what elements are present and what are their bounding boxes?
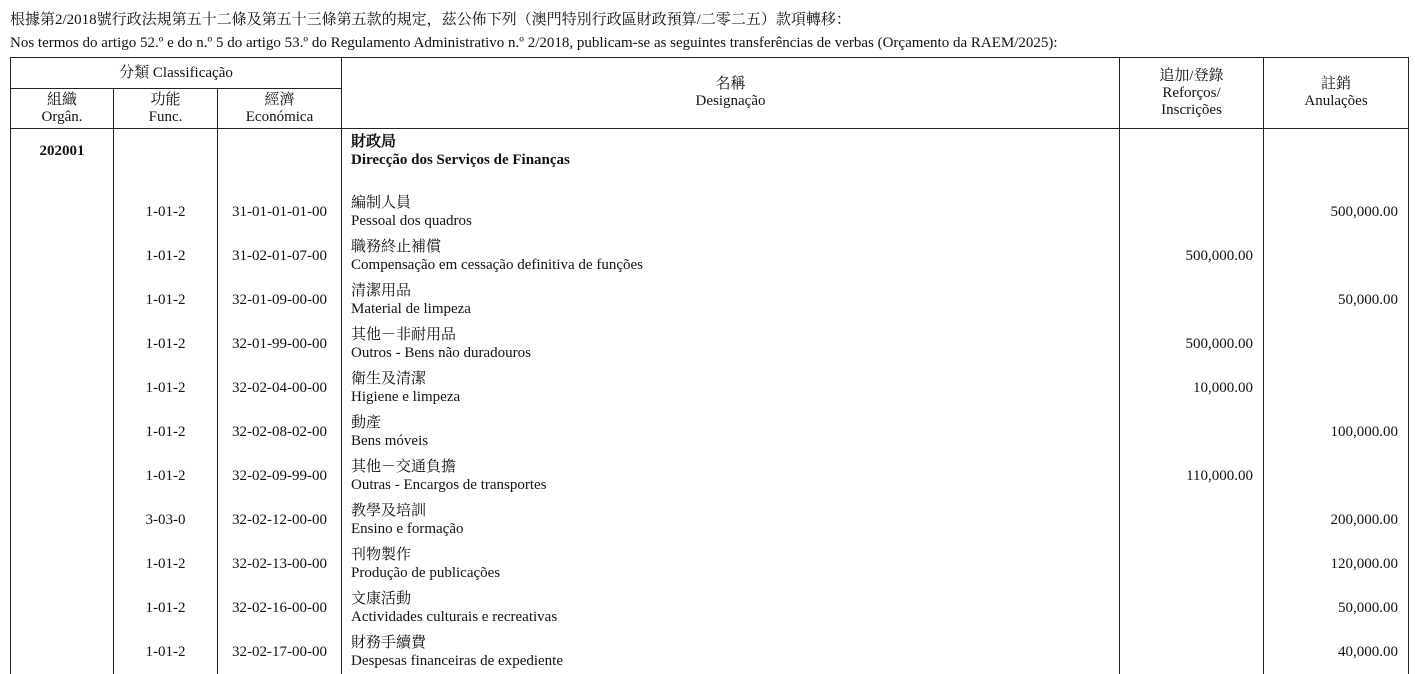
organ-cell <box>11 454 114 498</box>
economic-code: 32-01-99-00-00 <box>218 322 342 366</box>
designation-zh: 文康活動 <box>351 591 412 607</box>
header-function-pt: Func. <box>148 108 183 125</box>
table-row <box>11 190 1409 234</box>
table-row <box>11 498 1409 542</box>
header-function-zh: 功能 <box>150 91 181 108</box>
designation-pt: Outros - Bens não duradouros <box>351 345 531 361</box>
function-code: 1-01-2 <box>114 630 218 674</box>
header-reforcos-pt2: Inscrições <box>1161 101 1222 118</box>
designation-cell <box>342 278 1120 322</box>
organ-econ-cell <box>218 129 342 191</box>
table-row <box>11 454 1409 498</box>
reforco-amount <box>1120 278 1264 322</box>
organ-name-pt: Direcção dos Serviços de Finanças <box>351 152 570 168</box>
reforco-amount: 500,000.00 <box>1120 322 1264 366</box>
designation-zh: 其他－非耐用品 <box>351 327 457 343</box>
organ-cell <box>11 322 114 366</box>
header-designation-zh: 名稱 <box>715 76 746 92</box>
designation-zh: 衛生及清潔 <box>351 371 427 387</box>
economic-code: 31-01-01-01-00 <box>218 190 342 234</box>
designation-cell <box>342 498 1120 542</box>
anulacao-amount: 40,000.00 <box>1264 630 1409 674</box>
organ-cell <box>11 630 114 674</box>
anulacao-amount <box>1264 322 1409 366</box>
organ-cell <box>11 586 114 630</box>
designation-pt: Despesas financeiras de expediente <box>351 653 564 669</box>
economic-code: 32-02-08-02-00 <box>218 410 342 454</box>
header-designation-pt: Designação <box>695 93 766 109</box>
table-row <box>11 410 1409 454</box>
intro-text-chinese: 根據第2/2018號行政法規第五十二條及第五十三條第五款的規定，茲公佈下列（澳門特別行政區財政預算/二零二五）款項轉移： <box>10 12 851 28</box>
header-function <box>114 89 218 129</box>
designation-zh: 財務手續費 <box>351 635 427 651</box>
organ-cell <box>11 234 114 278</box>
designation-cell <box>342 410 1120 454</box>
organ-row <box>11 129 1409 191</box>
designation-zh: 其他－交通負擔 <box>351 459 457 475</box>
budget-transfer-table <box>10 57 1409 674</box>
economic-code: 32-02-17-00-00 <box>218 630 342 674</box>
reforco-amount <box>1120 542 1264 586</box>
economic-code: 32-01-09-00-00 <box>218 278 342 322</box>
reforco-amount <box>1120 190 1264 234</box>
designation-zh: 編制人員 <box>351 195 412 211</box>
header-designation <box>342 58 1120 129</box>
function-code: 1-01-2 <box>114 190 218 234</box>
designation-pt: Outras - Encargos de transportes <box>351 477 547 493</box>
designation-zh: 刊物製作 <box>351 547 412 563</box>
designation-cell <box>342 586 1120 630</box>
designation-zh: 清潔用品 <box>351 283 412 299</box>
table-row <box>11 366 1409 410</box>
designation-pt: Pessoal dos quadros <box>351 213 472 229</box>
organ-func-cell <box>114 129 218 191</box>
anulacao-amount: 120,000.00 <box>1264 542 1409 586</box>
function-code: 1-01-2 <box>114 234 218 278</box>
header-reforcos <box>1120 58 1264 129</box>
table-row <box>11 630 1409 674</box>
organ-cell <box>11 278 114 322</box>
reforco-amount <box>1120 586 1264 630</box>
designation-pt: Produção de publicações <box>351 565 501 581</box>
reforco-amount: 500,000.00 <box>1120 234 1264 278</box>
anulacao-amount <box>1264 234 1409 278</box>
function-code: 1-01-2 <box>114 278 218 322</box>
header-anulacoes <box>1264 58 1409 129</box>
header-anulacoes-pt: Anulações <box>1304 93 1368 109</box>
designation-zh: 職務終止補償 <box>351 239 442 255</box>
economic-code: 31-02-01-07-00 <box>218 234 342 278</box>
organ-cell <box>11 190 114 234</box>
organ-name-cell <box>342 129 1120 191</box>
header-organ-pt: Orgân. <box>41 108 83 125</box>
designation-cell <box>342 630 1120 674</box>
function-code: 1-01-2 <box>114 586 218 630</box>
organ-cell <box>11 498 114 542</box>
organ-cell <box>11 366 114 410</box>
function-code: 1-01-2 <box>114 366 218 410</box>
economic-code: 32-02-04-00-00 <box>218 366 342 410</box>
designation-zh: 動產 <box>351 415 382 431</box>
economic-code: 32-02-09-99-00 <box>218 454 342 498</box>
designation-cell <box>342 366 1120 410</box>
function-code: 3-03-0 <box>114 498 218 542</box>
designation-cell <box>342 190 1120 234</box>
reforco-amount <box>1120 498 1264 542</box>
organ-reforco-cell <box>1120 129 1264 191</box>
reforco-amount <box>1120 410 1264 454</box>
designation-cell <box>342 322 1120 366</box>
reforco-amount: 10,000.00 <box>1120 366 1264 410</box>
organ-name-zh: 財政局 <box>351 134 397 150</box>
organ-anulacao-cell <box>1264 129 1409 191</box>
designation-pt: Bens móveis <box>351 433 429 449</box>
reforco-amount: 110,000.00 <box>1120 454 1264 498</box>
designation-zh: 教學及培訓 <box>351 503 427 519</box>
table-row <box>11 278 1409 322</box>
intro-text-portuguese: Nos termos do artigo 52.º e do n.º 5 do artigo 53.º do Regulamento Administrativo n.º 2/2018, publicam-se as seguintes transferências de verbas (Orçamento da RAEM/2025): <box>10 35 1058 51</box>
designation-pt: Higiene e limpeza <box>351 389 461 405</box>
anulacao-amount: 50,000.00 <box>1264 278 1409 322</box>
anulacao-amount: 200,000.00 <box>1264 498 1409 542</box>
designation-cell <box>342 454 1120 498</box>
designation-cell <box>342 542 1120 586</box>
function-code: 1-01-2 <box>114 454 218 498</box>
designation-pt: Compensação em cessação definitiva de funções <box>351 257 643 273</box>
economic-code: 32-02-13-00-00 <box>218 542 342 586</box>
table-row <box>11 322 1409 366</box>
economic-code: 32-02-16-00-00 <box>218 586 342 630</box>
header-economic <box>218 89 342 129</box>
header-reforcos-pt1: Reforços/ <box>1162 84 1221 101</box>
anulacao-amount <box>1264 454 1409 498</box>
function-code: 1-01-2 <box>114 410 218 454</box>
organ-code: 202001 <box>11 129 114 191</box>
organ-cell <box>11 542 114 586</box>
anulacao-amount: 50,000.00 <box>1264 586 1409 630</box>
header-economic-zh: 經濟 <box>264 91 295 108</box>
header-organ <box>11 89 114 129</box>
table-row <box>11 586 1409 630</box>
anulacao-amount <box>1264 366 1409 410</box>
organ-cell <box>11 410 114 454</box>
designation-pt: Material de limpeza <box>351 301 471 317</box>
reforco-amount <box>1120 630 1264 674</box>
header-classification: 分類 Classificação <box>11 58 342 89</box>
header-reforcos-zh: 追加/登錄 <box>1159 67 1224 84</box>
designation-cell <box>342 234 1120 278</box>
designation-pt: Actividades culturais e recreativas <box>351 609 558 625</box>
anulacao-amount: 100,000.00 <box>1264 410 1409 454</box>
anulacao-amount: 500,000.00 <box>1264 190 1409 234</box>
header-economic-pt: Económica <box>245 108 314 125</box>
function-code: 1-01-2 <box>114 542 218 586</box>
table-row <box>11 234 1409 278</box>
header-anulacoes-zh: 註銷 <box>1321 76 1352 92</box>
header-organ-zh: 組織 <box>46 91 77 108</box>
function-code: 1-01-2 <box>114 322 218 366</box>
economic-code: 32-02-12-00-00 <box>218 498 342 542</box>
table-row <box>11 542 1409 586</box>
designation-pt: Ensino e formação <box>351 521 464 537</box>
